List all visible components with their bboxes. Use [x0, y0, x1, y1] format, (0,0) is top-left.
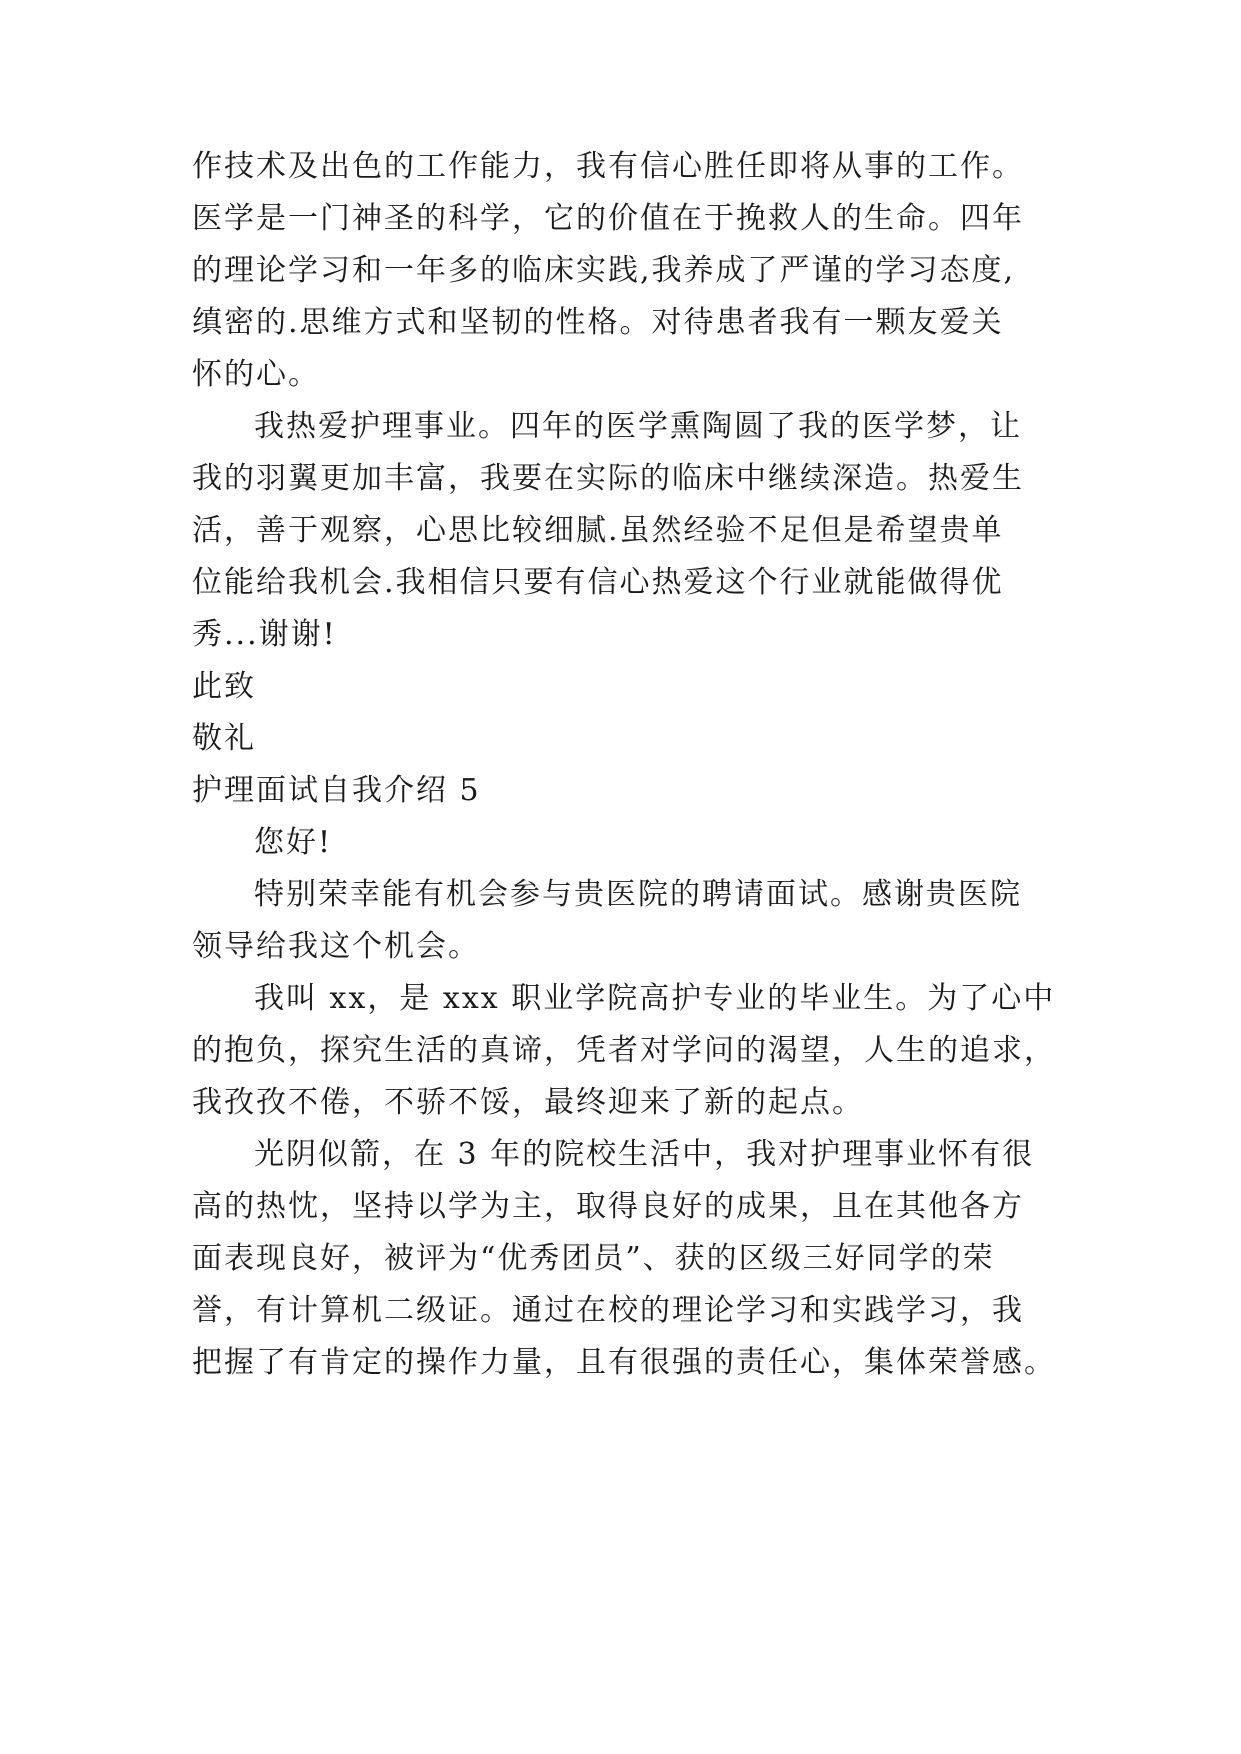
- text-line: 我叫 xx，是 xxx 职业学院高护专业的毕业生。为了心中: [254, 981, 1056, 1016]
- text-line: 的抱负，探究生活的真谛，凭者对学问的渴望，人生的追求，: [192, 1033, 1056, 1068]
- closing-line: 此致: [192, 669, 256, 704]
- greeting-line: 您好!: [254, 825, 333, 860]
- text-line: 作技术及出色的工作能力，我有信心胜任即将从事的工作。: [192, 149, 1024, 184]
- text-line: 特别荣幸能有机会参与贵医院的聘请面试。感谢贵医院: [254, 877, 1022, 912]
- text-line: 秀...谢谢!: [192, 617, 337, 652]
- text-line: 光阴似箭，在 3 年的院校生活中，我对护理事业怀有很: [254, 1137, 1035, 1172]
- text-line: 怀的心。: [192, 357, 320, 392]
- text-line: 缜密的.思维方式和坚韧的性格。对待患者我有一颗友爱关: [192, 305, 1004, 340]
- text-line: 高的热忱，坚持以学为主，取得良好的成果，且在其他各方: [192, 1189, 1024, 1224]
- text-line: 的理论学习和一年多的临床实践,我养成了严谨的学习态度,: [192, 253, 1016, 288]
- text-line: 领导给我这个机会。: [192, 929, 480, 964]
- text-line: 我孜孜不倦，不骄不馁，最终迎来了新的起点。: [192, 1085, 864, 1120]
- text-line: 位能给我机会.我相信只要有信心热爱这个行业就能做得优: [192, 565, 1004, 600]
- text-line: 我的羽翼更加丰富，我要在实际的临床中继续深造。热爱生: [192, 461, 1024, 496]
- text-line: 面表现良好，被评为“优秀团员”、获的区级三好同学的荣: [192, 1241, 995, 1276]
- section-title: 护理面试自我介绍 5: [192, 773, 481, 808]
- text-line: 医学是一门神圣的科学，它的价值在于挽救人的生命。四年: [192, 201, 1024, 236]
- text-line: 把握了有肯定的操作力量，且有很强的责任心，集体荣誉感。: [192, 1345, 1056, 1380]
- text-line: 活，善于观察，心思比较细腻.虽然经验不足但是希望贵单: [192, 513, 1004, 548]
- text-line: 我热爱护理事业。四年的医学熏陶圆了我的医学梦，让: [254, 409, 1022, 444]
- text-line: 誉，有计算机二级证。通过在校的理论学习和实践学习，我: [192, 1293, 1024, 1328]
- closing-line: 敬礼: [192, 721, 256, 756]
